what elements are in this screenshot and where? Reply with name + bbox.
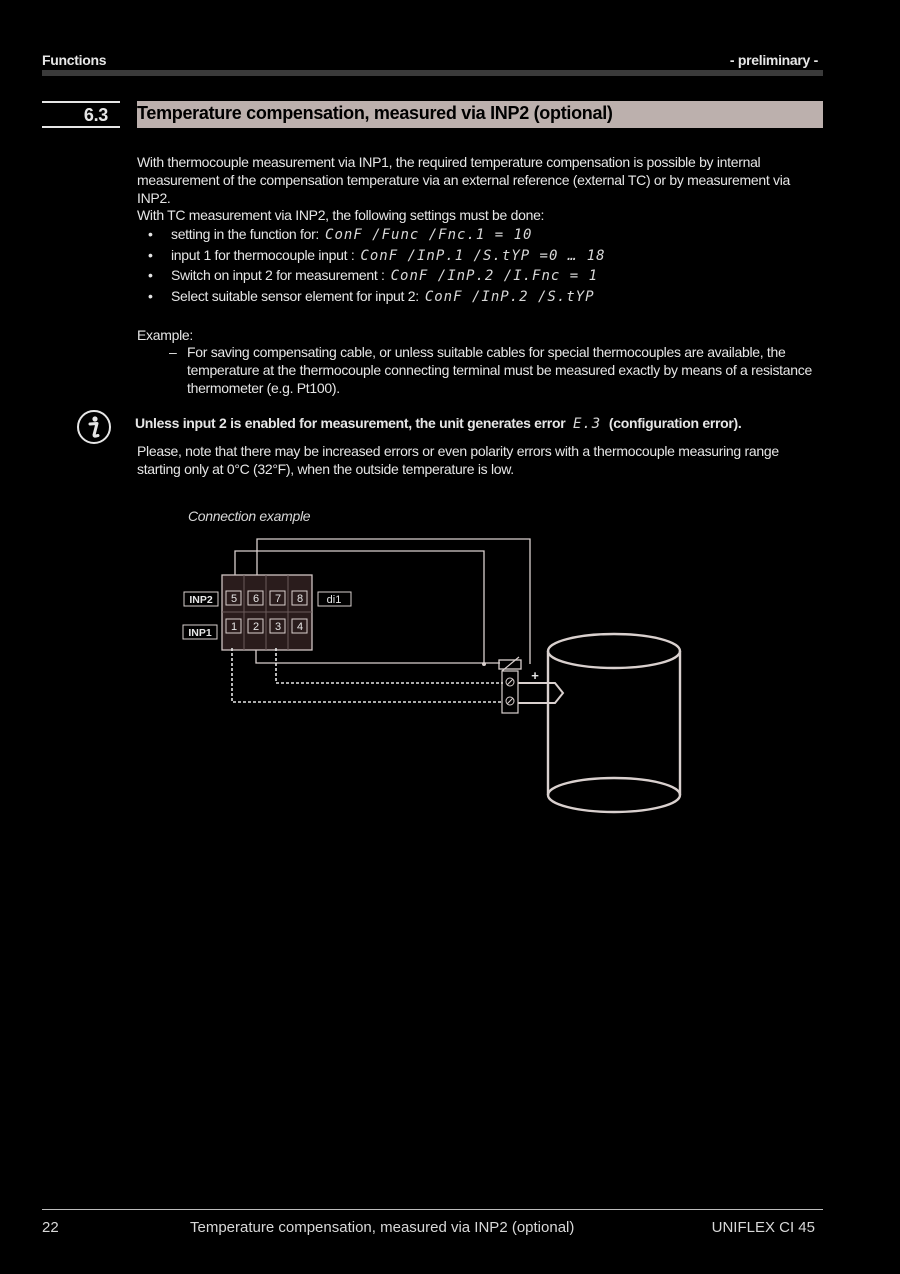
note-bold-end: (configuration error).: [608, 415, 742, 431]
terminal-1: 1: [230, 621, 238, 633]
label-di1: di1: [326, 594, 342, 606]
example-text: For saving compensating cable, or unless suitable cables for special thermocouples are available, the temperature at the thermocouple connecting terminal must be measured exactly by means of a resistance thermometer (e.g. Pt100).: [187, 344, 812, 396]
header-section-name: Functions: [42, 52, 107, 68]
bullet-icon: •: [148, 287, 153, 304]
list-item: [137, 247, 823, 268]
bullet-code: ConF /InP.1 /S.tYP =0 … 18: [360, 247, 606, 264]
terminal-4: 4: [296, 621, 304, 633]
intro-paragraph: With thermocouple measurement via INP1, the required temperature compensation is possible by internal measurement of the compensation temperature via an external reference (external TC) or by measurement via INP2.: [137, 154, 791, 206]
terminal-6: 6: [252, 593, 260, 605]
example-label: Example:: [137, 327, 193, 343]
settings-list: [137, 226, 823, 308]
header-status: - preliminary -: [729, 52, 818, 68]
bullet-text: setting in the function for:: [171, 226, 320, 242]
label-inp1: INP1: [188, 627, 212, 639]
terminal-8: 8: [296, 593, 304, 605]
terminal-2: 2: [252, 621, 260, 633]
connection-diagram: [170, 530, 700, 820]
note-bold-start: Unless input 2 is enabled for measurement, the unit generates error: [135, 415, 566, 431]
dash-icon: –: [169, 344, 177, 360]
bullet-code: ConF /InP.2 /I.Fnc = 1: [390, 268, 599, 284]
thermocouple-probe: [518, 683, 563, 703]
list-item: [137, 226, 823, 247]
bullet-icon: •: [148, 246, 153, 263]
bullet-text: Switch on input 2 for measurement :: [171, 267, 385, 283]
section-number-box: [42, 101, 120, 128]
list-item: [137, 267, 823, 288]
terminal-7: 7: [274, 593, 282, 605]
section-number: 6.3: [83, 105, 108, 125]
footer-product: UNIFLEX CI 45: [711, 1219, 815, 1236]
section-title-bar: [137, 101, 823, 128]
terminal-5: 5: [230, 593, 238, 605]
vessel-cylinder: [548, 634, 680, 812]
label-inp2: INP2: [189, 594, 213, 606]
section-title: Temperature compensation, measured via INP2 (optional): [137, 103, 613, 123]
bullet-text: Select suitable sensor element for input 2:: [171, 287, 419, 304]
connecting-terminal: [502, 671, 518, 713]
terminal-3: 3: [274, 621, 282, 633]
tc-wire-plus: [276, 648, 503, 683]
bullet-icon: •: [148, 226, 153, 242]
example-item: [171, 343, 821, 397]
bullet-icon: •: [148, 267, 153, 283]
note-text: Please, note that there may be increased errors or even polarity errors with a thermocouple measuring range starting only at 0°C (32°F), when the outside temperature is low.: [137, 443, 779, 477]
info-icon: [76, 409, 112, 445]
footer-rule: [42, 1209, 823, 1210]
footer-title: Temperature compensation, measured via INP2 (optional): [190, 1219, 575, 1236]
diagram-caption: Connection example: [188, 508, 311, 524]
note-error-code: E.3: [572, 416, 602, 432]
list-item: [137, 288, 823, 309]
bullet-text: input 1 for thermocouple input :: [171, 246, 355, 263]
tc-wire-minus: [232, 648, 503, 702]
settings-intro: With TC measurement via INP2, the following settings must be done:: [137, 207, 545, 223]
bullet-code: ConF /Func /Fnc.1 = 10: [325, 227, 533, 243]
bullet-code: ConF /InP.2 /S.tYP: [424, 288, 595, 305]
header-rule: [42, 70, 823, 76]
note-warning: [135, 415, 741, 432]
plus-sign: +: [531, 668, 539, 683]
footer-page-number: 22: [42, 1219, 59, 1236]
